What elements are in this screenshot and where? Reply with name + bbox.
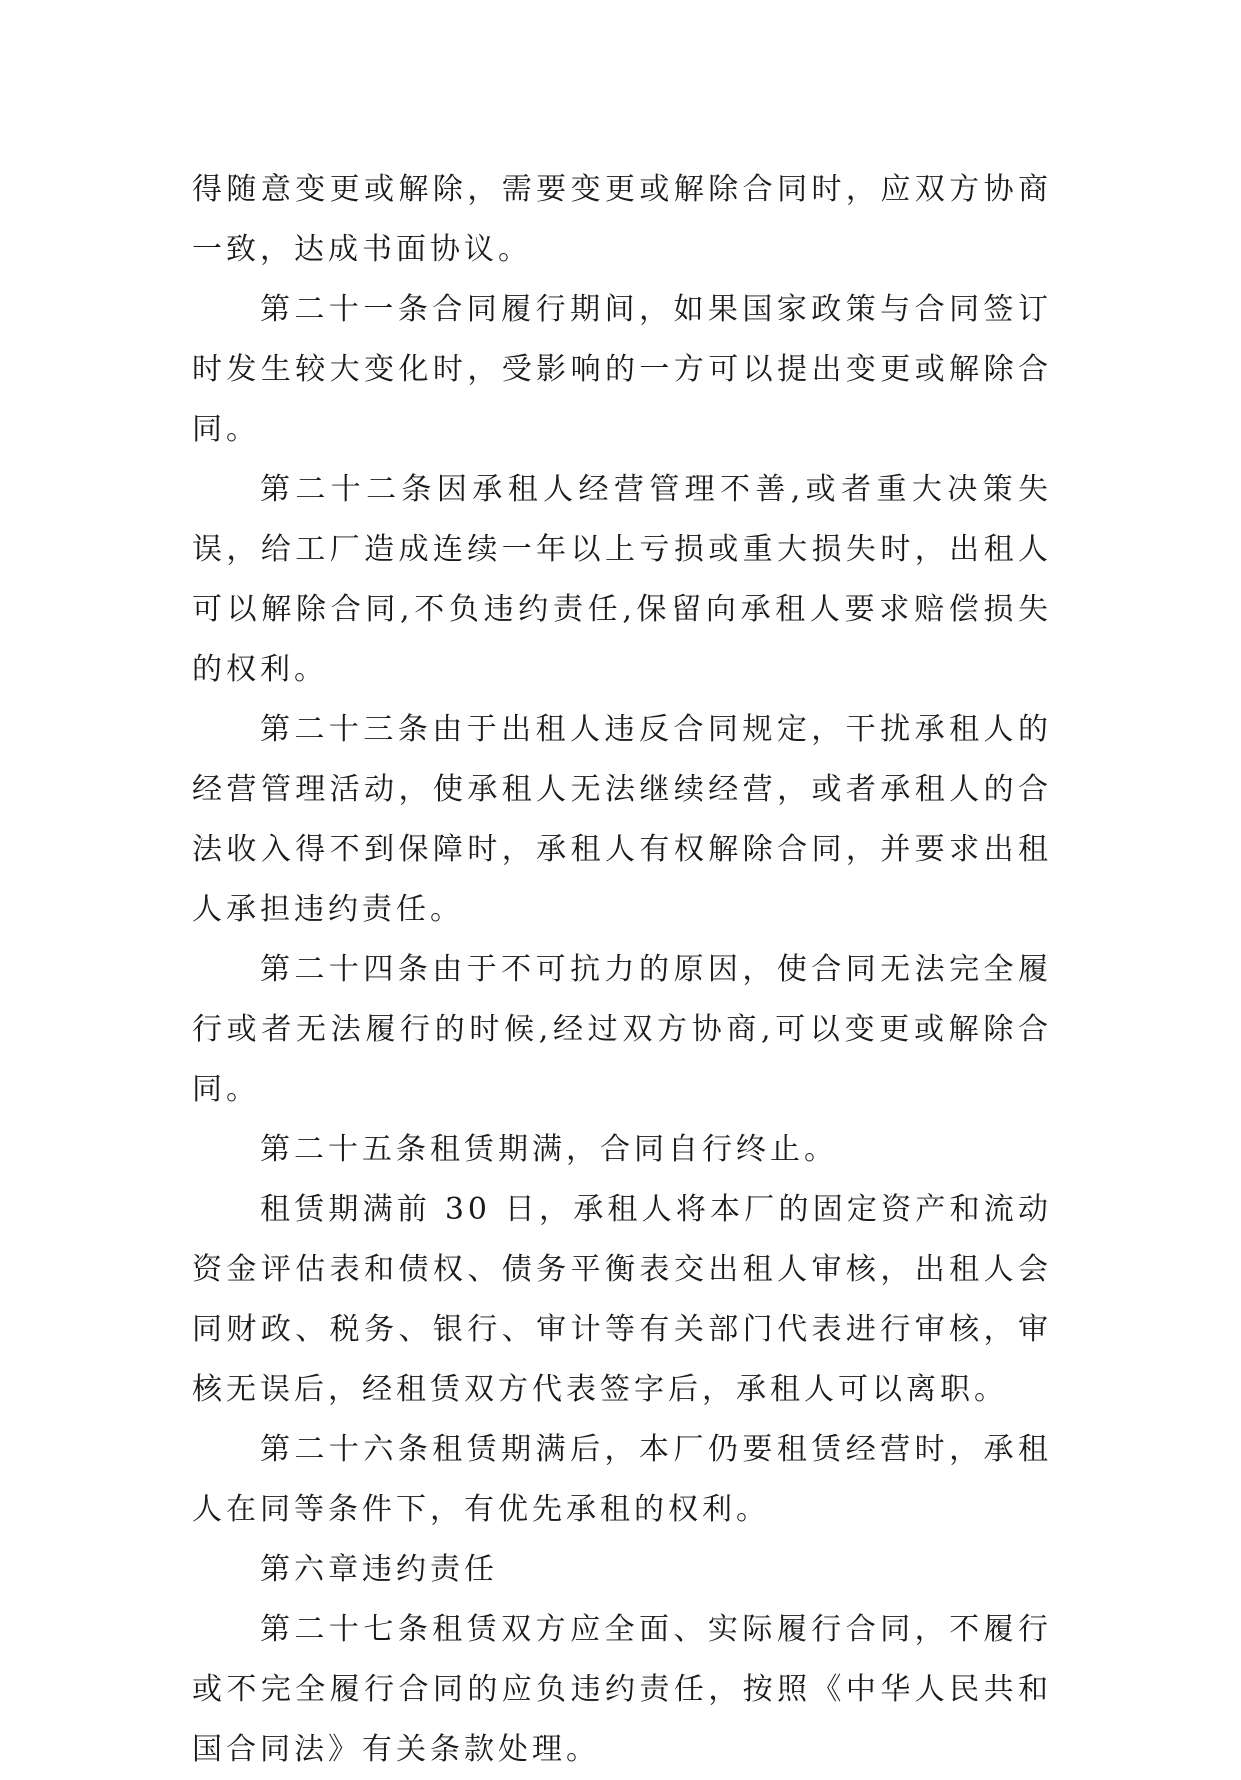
paragraph-lease-expiry: 租赁期满前 30 日，承租人将本厂的固定资产和流动资金评估表和债权、债务平衡表交出租人审核，出租人会同财政、税务、银行、审计等有关部门代表进行审核，审核无误后，经租赁双方代表签字后，承租人可以离职。 <box>192 1192 1052 1407</box>
paragraph-continuation: 得随意变更或解除，需要变更或解除合同时，应双方协商一致，达成书面协议。 <box>192 172 1052 267</box>
paragraph-article-23: 第二十三条由于出租人违反合同规定，干扰承租人的经营管理活动，使承租人无法继续经营，或者承租人的合法收入得不到保障时，承租人有权解除合同，并要求出租人承担违约责任。 <box>192 712 1052 927</box>
paragraph-article-22: 第二十二条因承租人经营管理不善,或者重大决策失误，给工厂造成连续一年以上亏损或重大损失时，出租人可以解除合同,不负违约责任,保留向承租人要求赔偿损失的权利。 <box>192 472 1052 687</box>
document-body <box>192 160 1052 1780</box>
paragraph-article-26: 第二十六条租赁期满后，本厂仍要租赁经营时，承租人在同等条件下，有优先承租的权利。 <box>192 1432 1052 1527</box>
chapter-heading: 第六章违约责任 <box>260 1552 498 1587</box>
paragraph-article-25: 第二十五条租赁期满，合同自行终止。 <box>260 1132 838 1167</box>
paragraph-article-21: 第二十一条合同履行期间，如果国家政策与合同签订时发生较大变化时，受影响的一方可以提出变更或解除合同。 <box>192 292 1052 447</box>
paragraph-article-27: 第二十七条租赁双方应全面、实际履行合同，不履行或不完全履行合同的应负违约责任，按照《中华人民共和国合同法》有关条款处理。 <box>192 1612 1052 1767</box>
paragraph-article-24: 第二十四条由于不可抗力的原因，使合同无法完全履行或者无法履行的时候,经过双方协商,可以变更或解除合同。 <box>192 952 1052 1107</box>
